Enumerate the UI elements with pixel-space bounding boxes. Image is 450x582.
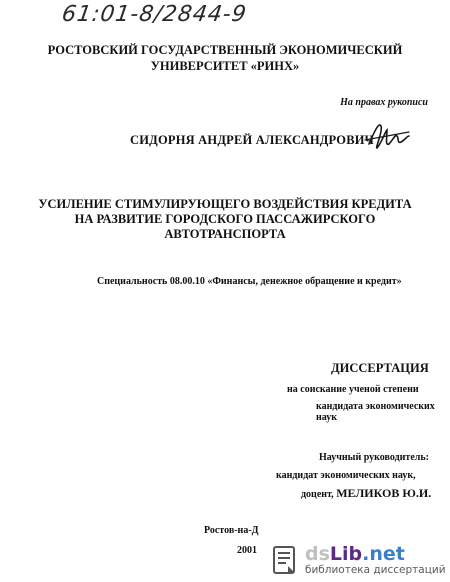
title-line-3: АВТОТРАНСПОРТА	[164, 227, 286, 241]
dslib-watermark	[262, 537, 450, 582]
author-name: СИДОРНЯ АНДРЕЙ АЛЕКСАНДРОВИЧ	[130, 133, 375, 147]
supervisor-position: доцент,	[301, 489, 334, 500]
dslib-logo-icon	[268, 544, 300, 576]
document-type-heading: ДИССЕРТАЦИЯ	[331, 361, 429, 375]
watermark-brand-lib: Lib	[329, 542, 363, 565]
university-line-1: РОСТОВСКИЙ ГОСУДАРСТВЕННЫЙ ЭКОНОМИЧЕСКИЙ	[47, 43, 403, 57]
watermark-subtitle: библиотека диссертаций	[305, 563, 446, 576]
archive-code-handwritten: 61:01-8/2844-9	[60, 2, 249, 27]
specialty-line: Специальность 08.00.10 «Финансы, денежное обращение и кредит»	[97, 276, 402, 287]
city: Ростов-на-Д	[204, 525, 259, 536]
title-line-1: УСИЛЕНИЕ СТИМУЛИРУЮЩЕГО ВОЗДЕЙСТВИЯ КРЕДИТА	[38, 197, 412, 211]
degree-name-line: кандидата экономических наук	[316, 401, 435, 423]
signature-icon	[363, 118, 413, 154]
university-name	[0, 42, 450, 74]
degree-purpose-line: на соискание ученой степени	[287, 384, 419, 395]
supervisor-label: Научный руководитель:	[319, 452, 429, 463]
supervisor-position-name	[301, 486, 431, 501]
supervisor-degree: кандидат экономических наук,	[276, 470, 416, 481]
dissertation-title	[0, 197, 450, 242]
supervisor-name: МЕЛИКОВ Ю.И.	[336, 486, 432, 500]
university-line-2: УНИВЕРСИТЕТ «РИНХ»	[150, 59, 300, 73]
watermark-brand	[305, 544, 446, 564]
year: 2001	[237, 545, 257, 556]
title-line-2: НА РАЗВИТИЕ ГОРОДСКОГО ПАССАЖИРСКОГО	[74, 212, 376, 226]
rights-note: На правах рукописи	[340, 97, 428, 108]
watermark-brand-net: .net	[362, 542, 405, 565]
watermark-brand-ds: ds	[305, 542, 330, 565]
